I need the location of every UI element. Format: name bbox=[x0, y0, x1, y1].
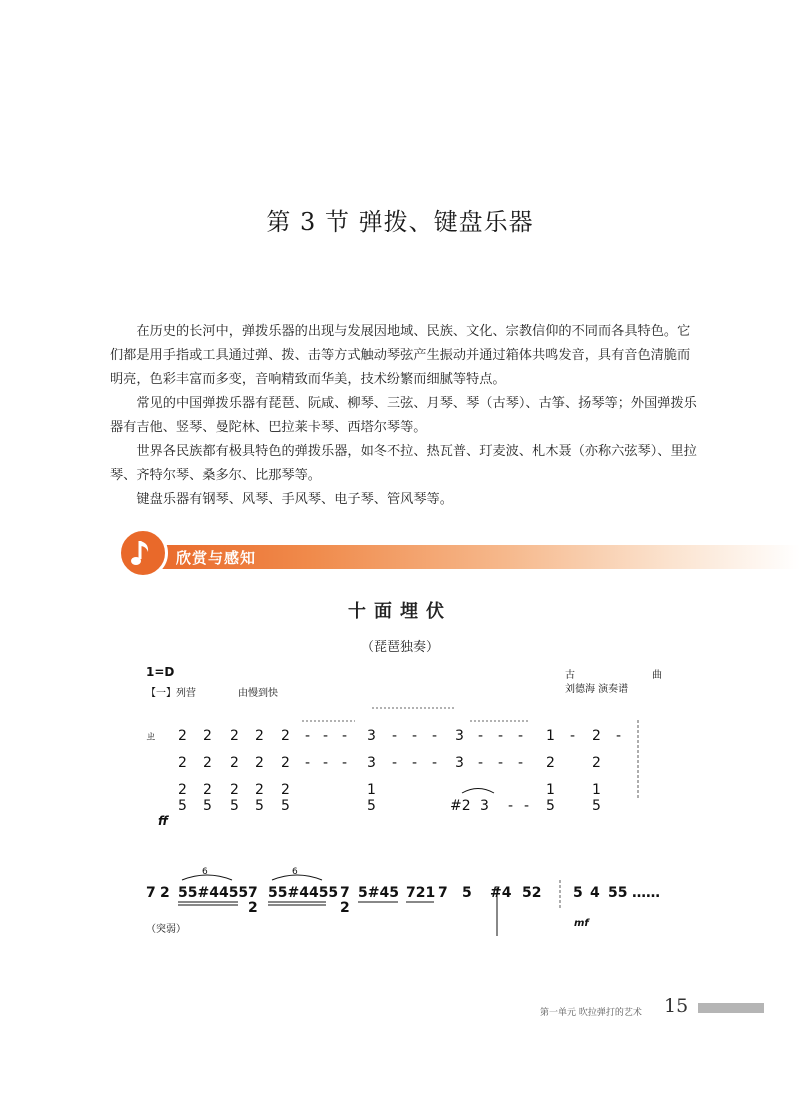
note: - bbox=[323, 755, 329, 771]
note: - bbox=[498, 728, 504, 744]
note: 3 bbox=[367, 755, 376, 771]
composer-left: 古 bbox=[565, 670, 575, 681]
paragraph: 在历史的长河中，弹拨乐器的出现与发展因地域、民族、文化、宗教信仰的不同而各具特色。它们都是用手指或工具通过弹、拨、击等方式触动琴弦产生振动并通过箱体共鸣发音，具有音色清脆而明亮，色彩丰富而多变，音响精致而华美，技术纷繁而细腻等特点。 bbox=[110, 324, 691, 387]
note: 2 bbox=[546, 755, 555, 771]
note: - bbox=[432, 728, 438, 744]
note: - bbox=[305, 755, 311, 771]
note: - bbox=[570, 728, 576, 744]
piece-title: 十面埋伏 bbox=[348, 601, 452, 622]
page-number: 15 bbox=[664, 995, 689, 1017]
piece-subtitle: （琵琶独奏） bbox=[360, 640, 439, 655]
music-note-icon bbox=[121, 531, 165, 575]
note: 55#4455 bbox=[268, 885, 339, 901]
note: 2 bbox=[281, 782, 290, 798]
note: - bbox=[392, 755, 398, 771]
paragraph: 世界各民族都有极具特色的弹拨乐器，如冬不拉、热瓦普、玎麦波、札木聂（亦称六弦琴）、里拉琴、齐特尔琴、桑多尔、比那琴等。 bbox=[110, 444, 697, 483]
key-signature: 1=D bbox=[146, 665, 175, 679]
note: 2 bbox=[592, 755, 601, 771]
note: 7 bbox=[340, 885, 350, 901]
note: #4 bbox=[490, 885, 512, 901]
row2-mark: （突弱） bbox=[146, 924, 186, 935]
note: 3 bbox=[455, 728, 464, 744]
note: 52 bbox=[522, 885, 542, 901]
section-title: 第 3 节 弹拨、键盘乐器 bbox=[266, 208, 534, 236]
note: - bbox=[305, 728, 311, 744]
note: - bbox=[323, 728, 329, 744]
section-marker: 【一】列营 bbox=[146, 688, 196, 699]
note: 55 bbox=[608, 885, 628, 901]
note: 7 bbox=[438, 885, 448, 901]
note: 3 bbox=[455, 755, 464, 771]
note: 2 bbox=[281, 728, 290, 744]
note: 5 bbox=[281, 798, 290, 814]
note: 2 bbox=[340, 900, 350, 916]
note: 721 bbox=[406, 885, 436, 901]
note: - bbox=[518, 728, 524, 744]
svg-text:ㄓ: ㄓ bbox=[145, 729, 158, 743]
note: - bbox=[412, 728, 418, 744]
music-score bbox=[0, 660, 800, 950]
appreciation-banner bbox=[118, 528, 800, 578]
note: 2 bbox=[255, 728, 264, 744]
note: 2 bbox=[255, 782, 264, 798]
credit: 刘德海 演奏谱 bbox=[565, 684, 629, 695]
footer-bar bbox=[698, 1003, 764, 1013]
note: - bbox=[478, 728, 484, 744]
note: 5 bbox=[546, 798, 555, 814]
note: 5 bbox=[367, 798, 376, 814]
note: - bbox=[616, 728, 622, 744]
note: - bbox=[342, 755, 348, 771]
note: 2 bbox=[592, 728, 601, 744]
note: 5 bbox=[255, 798, 264, 814]
paragraph: 常见的中国弹拨乐器有琵琶、阮咸、柳琴、三弦、月琴、琴（古琴）、古筝、扬琴等；外国弹拨乐器有吉他、竖琴、曼陀林、巴拉莱卡琴、西塔尔琴等。 bbox=[110, 396, 697, 435]
note: 2 bbox=[203, 782, 212, 798]
note: - bbox=[508, 798, 514, 814]
note: - bbox=[392, 728, 398, 744]
note: 5 bbox=[178, 798, 187, 814]
note: - bbox=[478, 755, 484, 771]
note: - bbox=[412, 755, 418, 771]
note: - bbox=[498, 755, 504, 771]
note: 2 bbox=[203, 755, 212, 771]
note: 2 bbox=[281, 755, 290, 771]
note: 7 bbox=[146, 885, 156, 901]
note: 2 bbox=[255, 755, 264, 771]
dynamic-mark: mf bbox=[574, 918, 589, 929]
paragraph: 键盘乐器有钢琴、风琴、手风琴、电子琴、管风琴等。 bbox=[136, 492, 453, 507]
note: 2 bbox=[230, 728, 239, 744]
note: - bbox=[524, 798, 530, 814]
note: 1 bbox=[546, 728, 555, 744]
note: 2 bbox=[178, 755, 187, 771]
note: 2 bbox=[160, 885, 170, 901]
note: 5 bbox=[462, 885, 472, 901]
footer-label: 第一单元 吹拉弹打的艺术 bbox=[540, 1008, 642, 1018]
note: 5 bbox=[592, 798, 601, 814]
note: - bbox=[342, 728, 348, 744]
note: 2 bbox=[178, 728, 187, 744]
note: 7 bbox=[248, 885, 258, 901]
note: 55#4455 bbox=[178, 885, 249, 901]
banner-label: 欣赏与感知 bbox=[176, 549, 257, 567]
note: 2 bbox=[230, 755, 239, 771]
note: 2 bbox=[203, 728, 212, 744]
tuplet-mark: 6 bbox=[292, 867, 298, 877]
note: 2 bbox=[230, 782, 239, 798]
composer-right: 曲 bbox=[652, 670, 662, 681]
note: #2 bbox=[450, 798, 471, 814]
note: 3 bbox=[480, 798, 489, 814]
note: 4 bbox=[590, 885, 600, 901]
note: …… bbox=[632, 885, 660, 901]
dynamic-mark: ff bbox=[158, 814, 168, 828]
banner-circle bbox=[118, 528, 168, 578]
note: 5#45 bbox=[358, 885, 399, 901]
tuplet-mark: 6 bbox=[202, 867, 208, 877]
note: 1 bbox=[592, 782, 601, 798]
note: 2 bbox=[248, 900, 258, 916]
note: 5 bbox=[203, 798, 212, 814]
note: 3 bbox=[367, 728, 376, 744]
note: 2 bbox=[178, 782, 187, 798]
note: 5 bbox=[573, 885, 583, 901]
tempo-mark: 由慢到快 bbox=[238, 688, 278, 699]
note: 5 bbox=[230, 798, 239, 814]
body-text bbox=[110, 320, 700, 512]
note: 1 bbox=[546, 782, 555, 798]
note: - bbox=[518, 755, 524, 771]
note: - bbox=[432, 755, 438, 771]
note: 1 bbox=[367, 782, 376, 798]
